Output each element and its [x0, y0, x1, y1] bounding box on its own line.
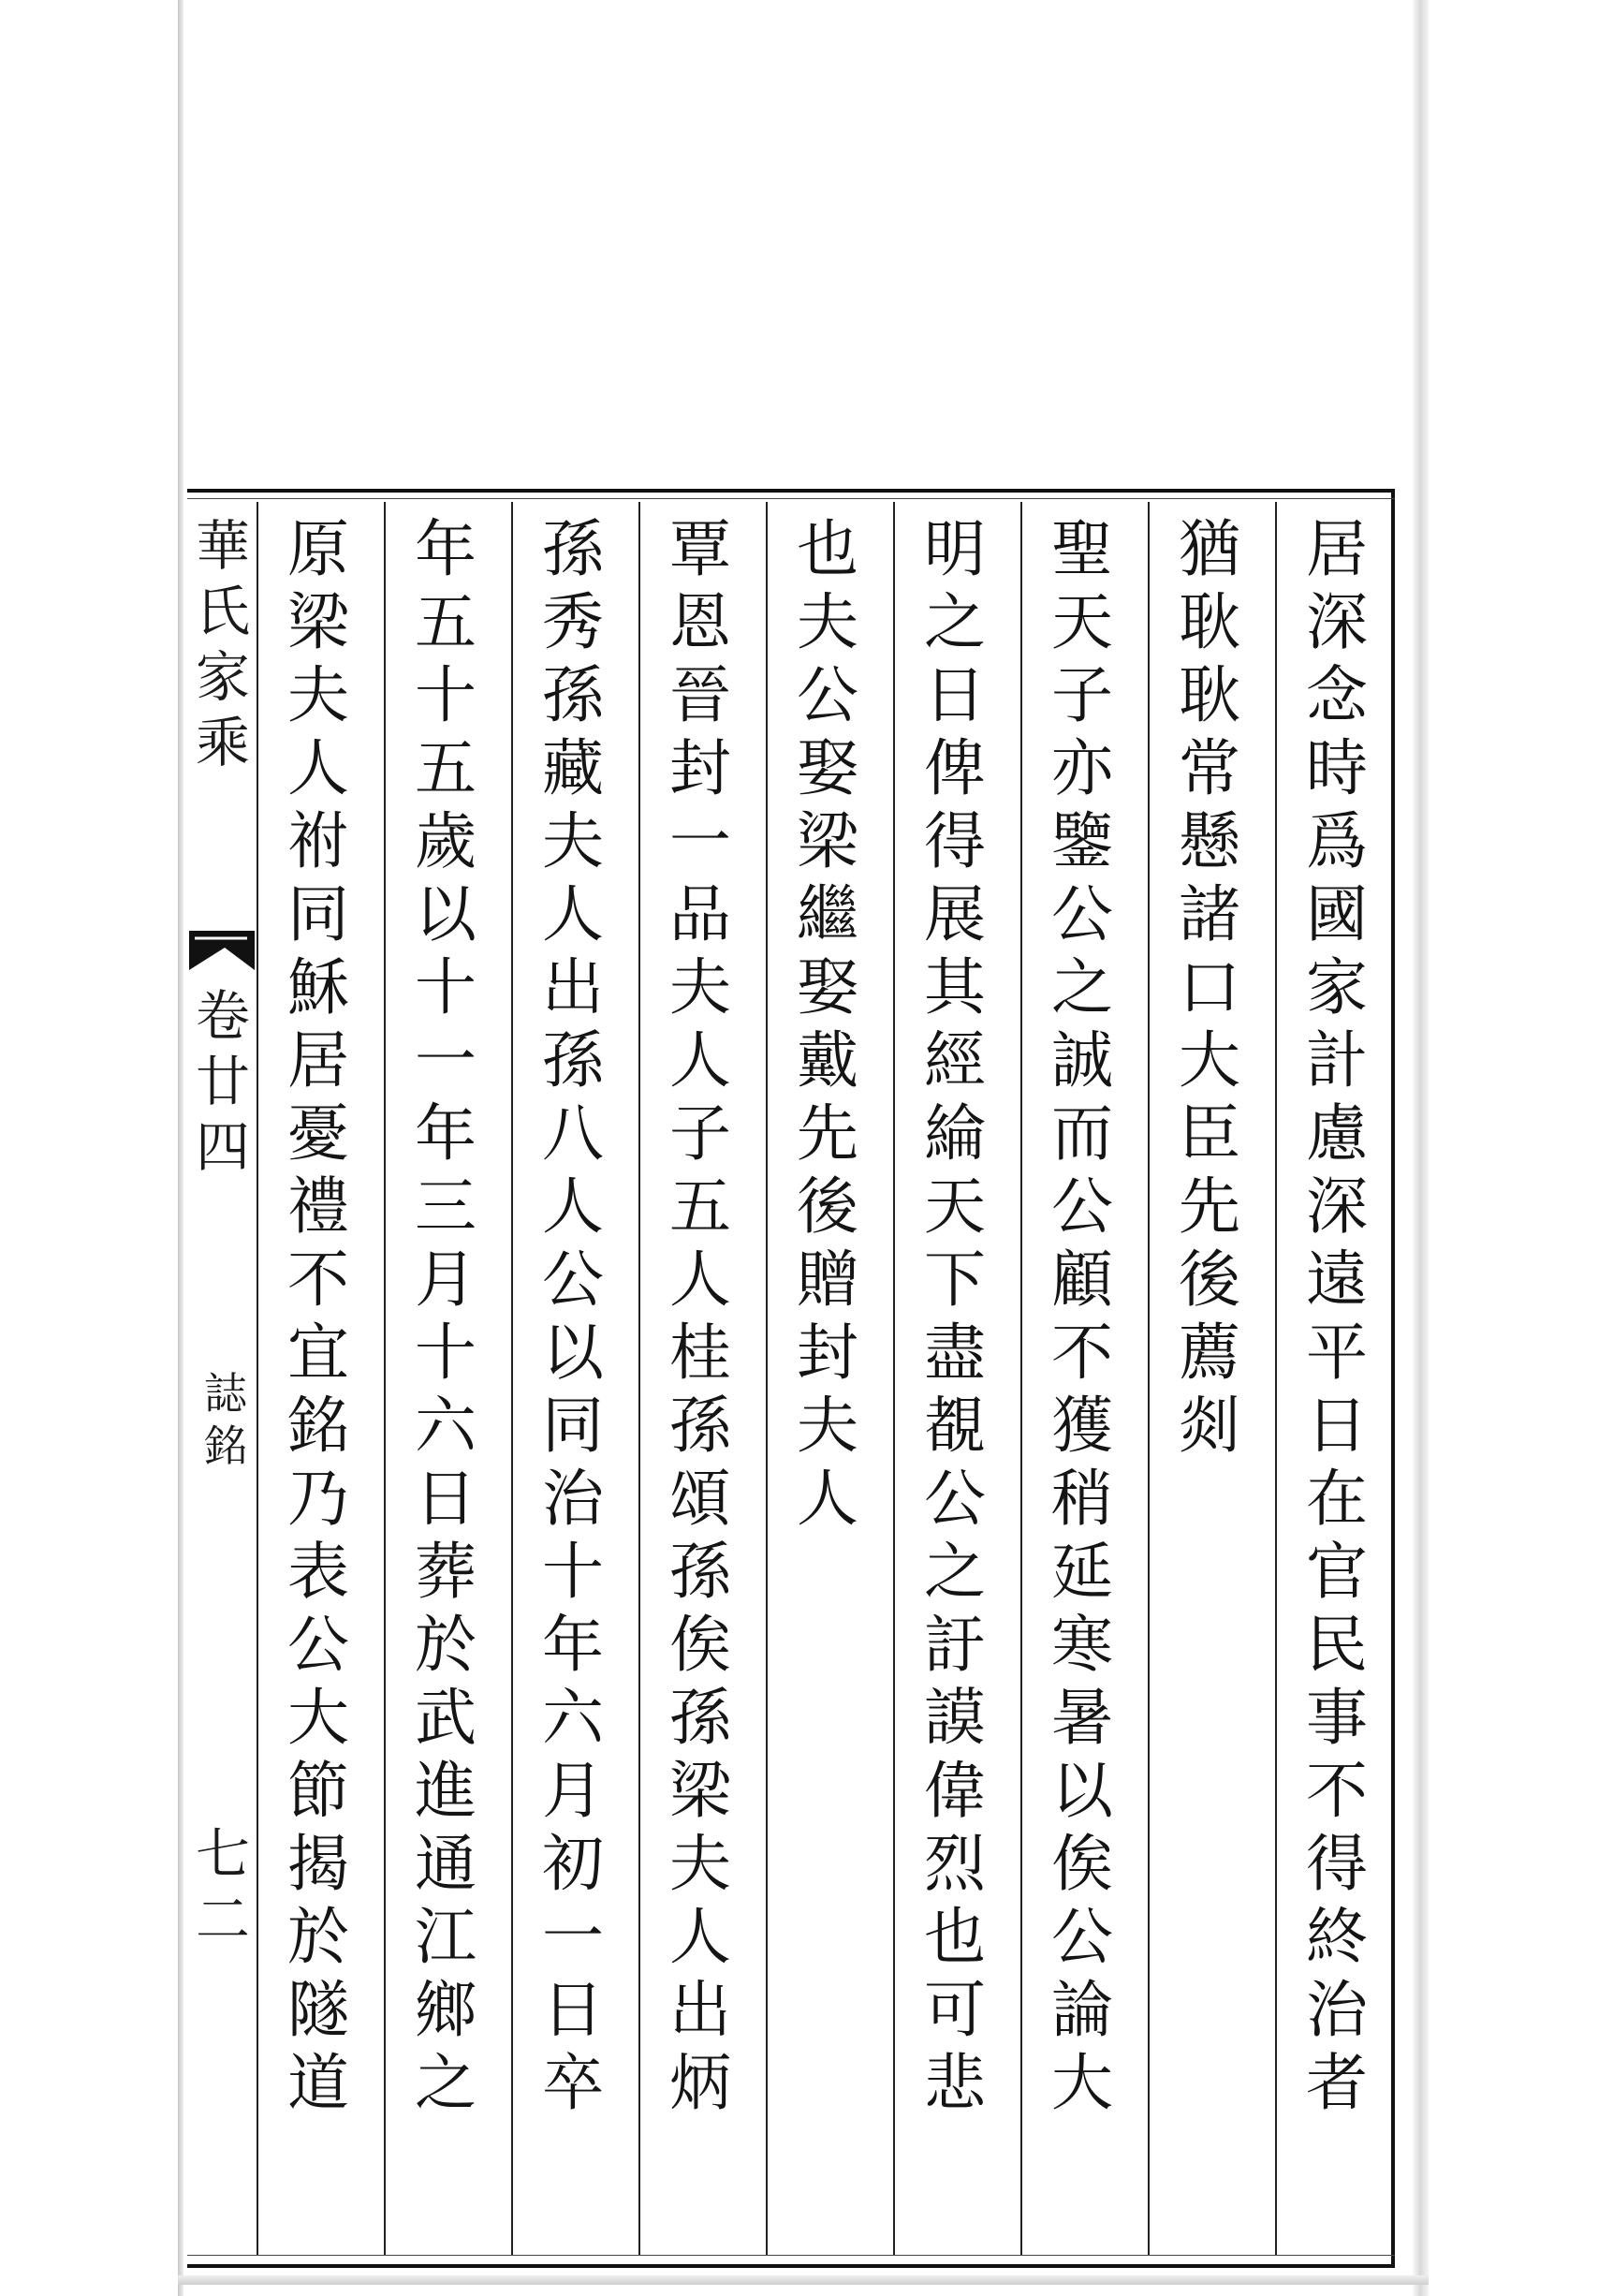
column-rule: [766, 502, 768, 2255]
frame-inner-top-line: [187, 498, 1395, 499]
text-column-8: 年五十五歲以十一年三月十六日葬於武進通江鄉之: [415, 513, 477, 2119]
text-column-2: 猶耿耿常懸諸口大臣先後薦剡: [1179, 513, 1240, 1462]
text-column-7: 孫秀孫藏夫人出孫八人公以同治十年六月初一日卒: [542, 513, 604, 2119]
text-column-9: 原梁夫人祔同穌居憂禮不宜銘乃表公大節揭於隧道: [287, 513, 349, 2119]
binding-edge: [178, 0, 183, 2296]
fish-tail-mark: [187, 927, 257, 974]
column-rule: [257, 502, 258, 2255]
column-rule: [1275, 502, 1277, 2255]
page-bottom-edge: [178, 2275, 1429, 2285]
page-number: 七二: [195, 1822, 250, 1951]
juan-label: 卷廿四: [195, 984, 250, 1179]
column-rule: [893, 502, 895, 2255]
column-rule: [1020, 502, 1022, 2255]
text-column-3: 聖天子亦鑒公之誠而公顧不獲稍延寒暑以俟公論大: [1051, 513, 1113, 2119]
column-rule: [511, 502, 513, 2255]
text-column-4: 明之日俾得展其經綸天下盡覩公之訏謨偉烈也可悲: [924, 513, 986, 2119]
text-column-1: 居深念時爲國家計慮深遠平日在官民事不得終治者: [1306, 513, 1368, 2119]
frame-inner-bottom-line: [187, 2255, 1395, 2256]
column-rule: [384, 502, 386, 2255]
page-fold-edge: [1412, 0, 1429, 2296]
book-title: 華氏家乘: [195, 514, 250, 774]
column-rule: [1148, 502, 1150, 2255]
text-column-6: 覃恩晉封一品夫人子五人桂孫頌孫俟孫梁夫人出炳: [669, 513, 731, 2119]
column-rule: [638, 502, 640, 2255]
section-label: 誌銘: [204, 1368, 247, 1471]
text-column-5: 也夫公娶梁繼娶戴先後 贈封夫人: [797, 513, 920, 1535]
